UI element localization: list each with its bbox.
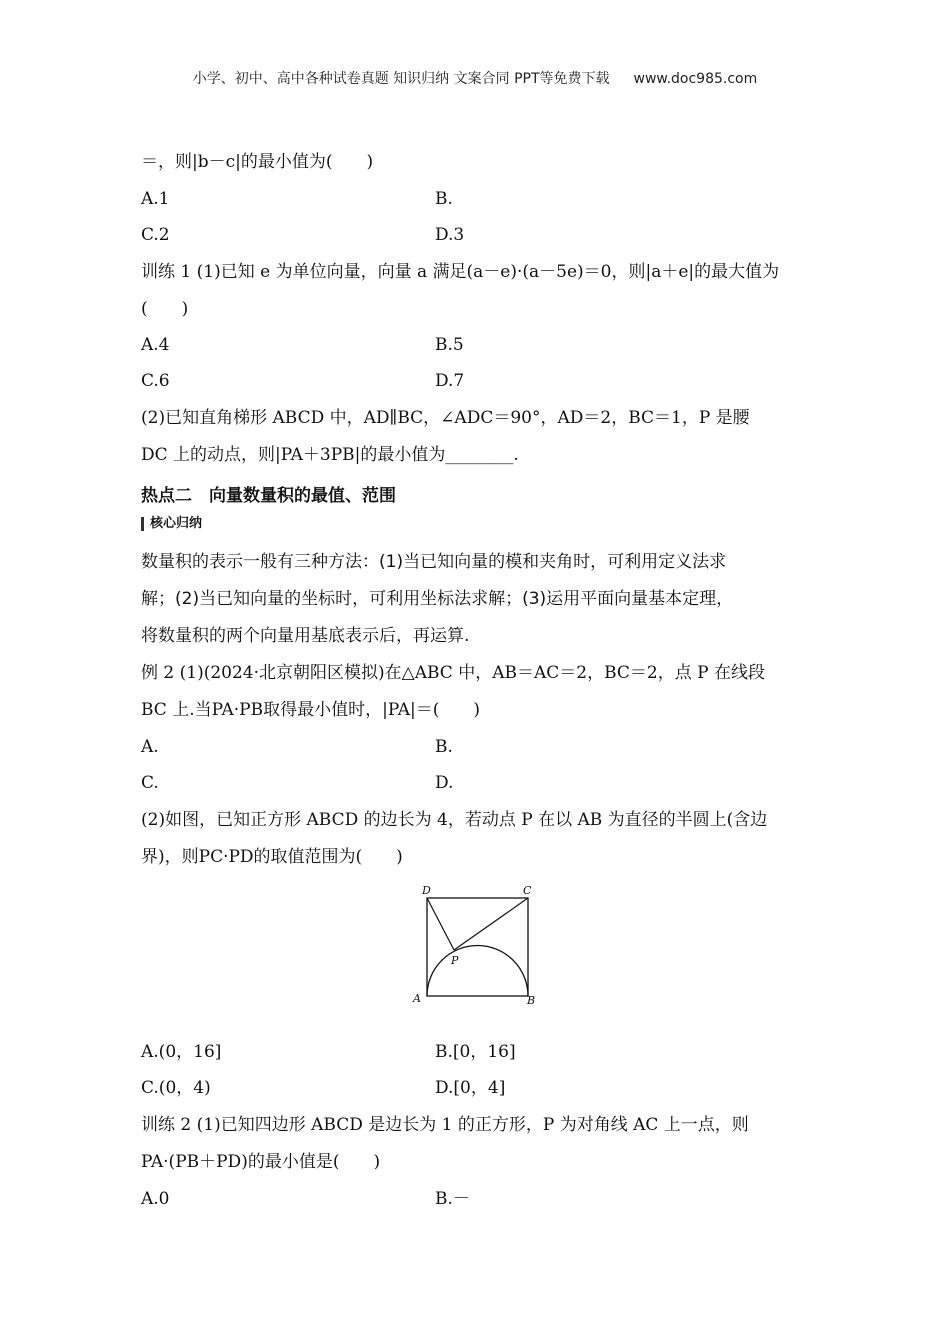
summary-line-2: 解；(2)当已知向量的坐标时，可利用坐标法求解；(3)运用平面向量基本定理， [141,589,734,609]
q1-option-b: B.5 [435,335,464,355]
semicircle-ab [427,946,528,996]
label-a: A [413,992,421,1005]
segment-pc [454,898,528,950]
q2-option-b: B. [435,737,453,757]
training1-q1-line2: ( ) [141,299,189,319]
example2-q1-line1: 例 2 (1)(2024·北京朝阳区模拟)在△ABC 中，AB＝AC＝2，BC＝2，点 P 在线段 [141,663,765,683]
q0-option-a: A.1 [141,189,170,209]
q3-option-d: D.[0，4] [435,1078,506,1098]
q1-option-d: D.7 [435,371,465,391]
q2-option-c: C. [141,773,159,793]
page-header [0,68,950,88]
training2-q1-line1: 训练 2 (1)已知四边形 ABCD 是边长为 1 的正方形，P 为对角线 AC 上一点，则 [141,1115,749,1135]
line-b-minus-c: ＝，则|b－c|的最小值为( ) [141,152,374,172]
square-abcd [427,898,528,996]
label-b: B [527,994,536,1007]
q0-option-d: D.3 [435,225,465,245]
q4-option-a: A.0 [141,1189,170,1209]
summary-line-3: 将数量积的两个向量用基底表示后，再运算. [141,626,470,646]
label-p: P [451,954,459,967]
training1-q2-line1: (2)已知直角梯形 ABCD 中，AD∥BC，∠ADC＝90°，AD＝2，BC＝1，P 是腰 [141,408,750,428]
q3-option-a: A.(0，16] [141,1042,222,1062]
q1-option-a: A.4 [141,335,170,355]
square-semicircle-figure [405,878,555,1008]
q3-option-b: B.[0，16] [435,1042,516,1062]
header-url[interactable]: www.doc985.com [633,71,758,87]
q2-option-a: A. [141,737,159,757]
training1-q1-line1: 训练 1 (1)已知 e 为单位向量，向量 a 满足(a－e)·(a－5e)＝0，则|a＋e|的最大值为 [141,262,780,282]
q2-option-d: D. [435,773,454,793]
q4-option-b: B.－ [435,1189,470,1209]
segment-pd [427,898,454,950]
example2-q2-line1: (2)如图，已知正方形 ABCD 的边长为 4，若动点 P 在以 AB 为直径的半圆上(含边 [141,810,768,830]
training2-q1-line2: PA·(PB＋PD)的最小值是( ) [141,1152,381,1172]
training1-q2-line2: DC 上的动点，则|PA＋3PB|的最小值为________. [141,445,519,465]
q0-option-b: B. [435,189,453,209]
example2-q1-line2: BC 上.当PA·PB取得最小值时，|PA|＝( ) [141,700,480,720]
header-text: 小学、初中、高中各种试卷真题 知识归纳 文案合同 PPT等免费下载 [192,71,610,87]
q0-option-c: C.2 [141,225,170,245]
q1-option-c: C.6 [141,371,170,391]
example2-q2-line2: 界)，则PC·PD的取值范围为( ) [141,847,403,867]
label-d: D [422,884,431,897]
summary-line-1: 数量积的表示一般有三种方法：(1)当已知向量的模和夹角时，可利用定义法求 [141,552,727,572]
label-c: C [523,884,532,897]
section-heading: 热点二 向量数量积的最值、范围 [141,486,396,506]
q3-option-c: C.(0，4) [141,1078,211,1098]
core-summary-tag: 核心归纳 [141,517,202,531]
